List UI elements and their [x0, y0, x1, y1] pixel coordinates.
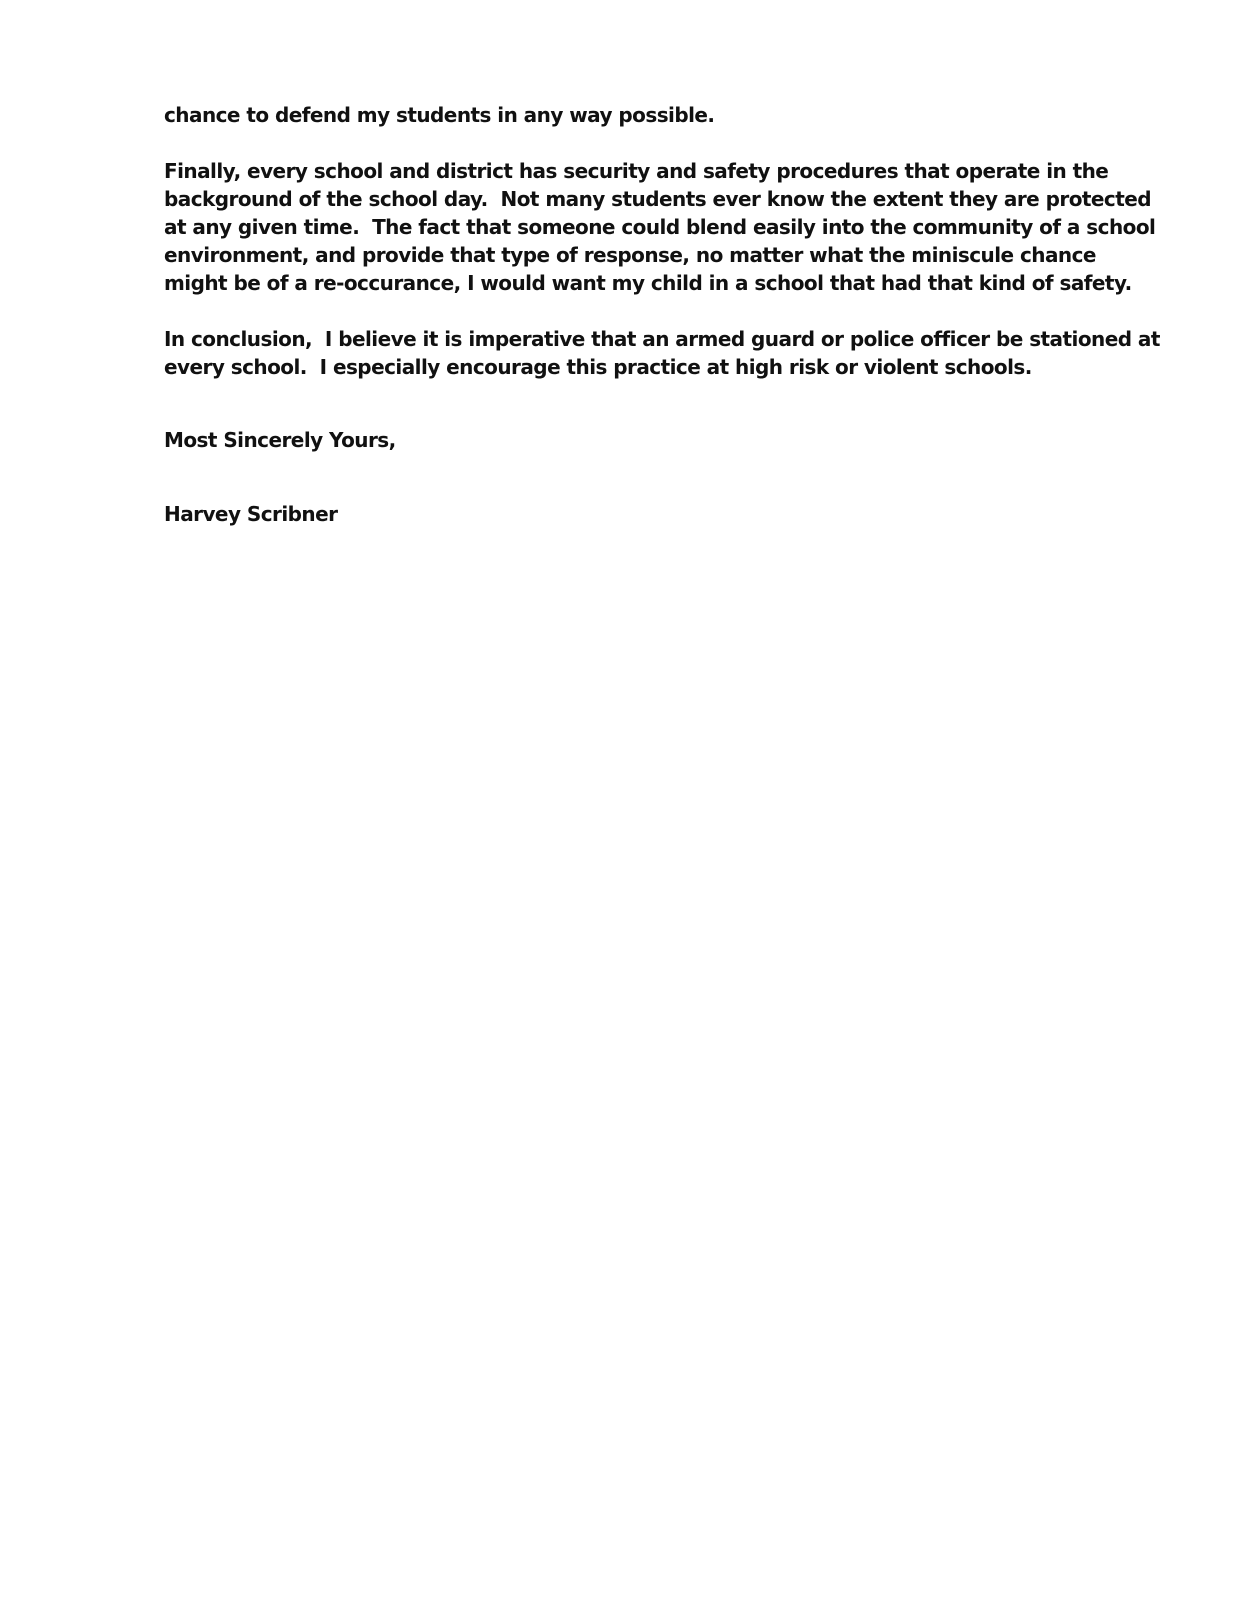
- paragraph-line: at any given time. The fact that someone could blend easily into the community of a school: [164, 215, 1156, 239]
- paragraph-line: every school. I especially encourage this practice at high risk or violent schools.: [164, 355, 1032, 379]
- paragraph-line: Finally, every school and district has security and safety procedures that operate in the: [164, 159, 1109, 183]
- paragraph-line: might be of a re-occurance, I would want my child in a school that had that kind of safety.: [164, 271, 1132, 295]
- paragraph-line: background of the school day. Not many students ever know the extent they are protected: [164, 187, 1152, 211]
- signature: [164, 500, 1084, 528]
- closing-salutation: [164, 426, 1084, 454]
- signature-name: Harvey Scribner: [164, 502, 338, 526]
- closing-line: Most Sincerely Yours,: [164, 428, 396, 452]
- finally-paragraph: [164, 157, 1156, 297]
- continuation-paragraph: [164, 101, 1084, 129]
- conclusion-paragraph: [164, 325, 1160, 381]
- paragraph-line: chance to defend my students in any way possible.: [164, 103, 715, 127]
- paragraph-line: In conclusion, I believe it is imperative that an armed guard or police officer be stationed at: [164, 327, 1160, 351]
- paragraph-line: environment, and provide that type of response, no matter what the miniscule chance: [164, 243, 1096, 267]
